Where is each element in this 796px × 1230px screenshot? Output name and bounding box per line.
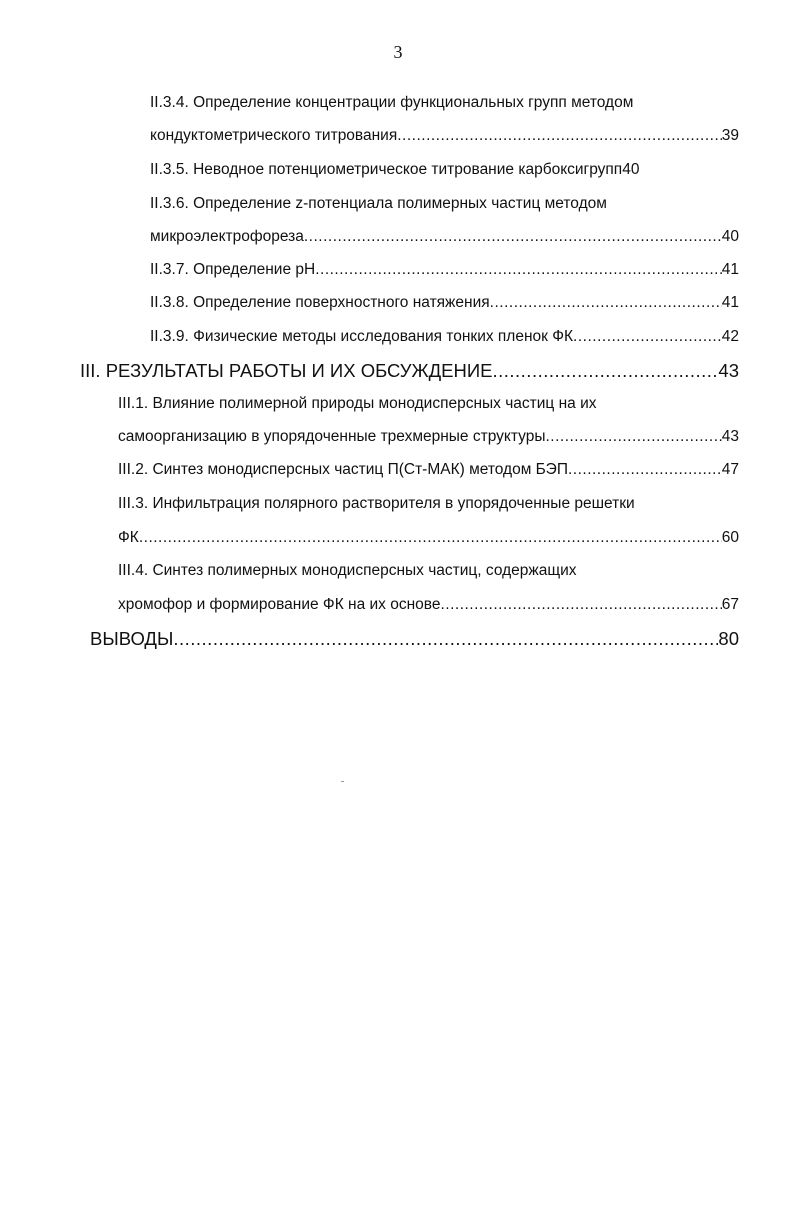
toc-entry-2-3-4-cont [150,127,739,153]
toc-entry-title: II.3.8. Определение поверхностного натяжения [150,294,490,311]
toc-entry-title: III.3. Инфильтрация полярного растворителя в упорядоченные решетки [118,495,635,512]
toc-entry-3-4 [118,562,739,588]
toc-entry-3-4-cont [118,596,739,622]
toc-entry-2-3-4 [150,94,739,120]
toc-entry-title: кондуктометрического титрования [150,127,398,144]
toc-page-number: 41 [721,294,739,311]
toc-page-number: 60 [721,529,739,546]
toc-entry-title: ФК [118,529,139,546]
toc-page-number: 67 [721,596,739,613]
toc-entry-title: II.3.7. Определение pH [150,261,316,278]
leader-dots [573,328,722,346]
toc-page-number: 40 [721,228,739,245]
toc-entry-title: III.4. Синтез полимерных монодисперсных частиц, содержащих [118,562,577,579]
leader-dots [315,261,722,279]
leader-dots [492,360,718,382]
leader-dots [440,596,721,614]
toc-entry-conclusions [90,628,739,654]
toc-entry-title: II.3.5. Неводное потенциометрическое титрование карбоксигрупп [150,161,623,178]
toc-entry-3-3 [118,495,739,521]
toc-page-number: 47 [721,461,739,478]
toc-page-number: 42 [721,328,739,345]
toc-entry-title: II.3.9. Физические методы исследования тонких пленок ФК [150,328,574,345]
toc-entry-2-3-7 [150,261,739,287]
toc-page-number: 41 [721,261,739,278]
toc-entry-2-3-6-cont [150,228,739,254]
toc-entry-2-3-5 [150,161,739,187]
toc-page-number: 43 [721,428,739,445]
toc-entry-3-2 [118,461,739,487]
toc-entry-title: III.1. Влияние полимерной природы монодисперсных частиц на их [118,395,597,412]
toc-entry-2-3-8 [150,294,739,320]
leader-dots [490,294,722,312]
toc-entry-3-1-cont [118,428,739,454]
toc-entry-title: II.3.6. Определение z-потенциала полимерных частиц методом [150,195,607,212]
leader-dots [397,127,722,145]
toc-page-number: 40 [622,161,640,178]
toc-entry-chapter-3 [80,360,739,386]
toc-entry-title: микроэлектрофореза [150,228,304,245]
toc-entry-2-3-9 [150,328,739,354]
leader-dots [304,228,722,246]
toc-entry-title: III. РЕЗУЛЬТАТЫ РАБОТЫ И ИХ ОБСУЖДЕНИЕ [80,360,493,381]
toc-page-number: 39 [721,127,739,144]
leader-dots [545,428,721,446]
toc-page-number: 80 [718,628,739,649]
toc-entry-title: III.2. Синтез монодисперсных частиц П(Ст-МАК) методом БЭП [118,461,568,478]
toc-entry-3-1 [118,395,739,421]
toc-entry-title: ВЫВОДЫ [90,628,174,649]
page-number: 3 [393,42,403,62]
leader-dots [173,628,718,650]
leader-dots [568,461,722,479]
toc-entry-title: II.3.4. Определение концентрации функциональных групп методом [150,94,634,111]
toc-page-number: 43 [718,360,739,381]
toc-entry-2-3-6 [150,195,739,221]
toc-entry-title: самоорганизацию в упорядоченные трехмерные структуры [118,428,546,445]
scan-speck [341,781,344,782]
leader-dots [139,529,722,547]
toc-entry-title: хромофор и формирование ФК на их основе [118,596,441,613]
toc-entry-3-3-cont [118,529,739,555]
